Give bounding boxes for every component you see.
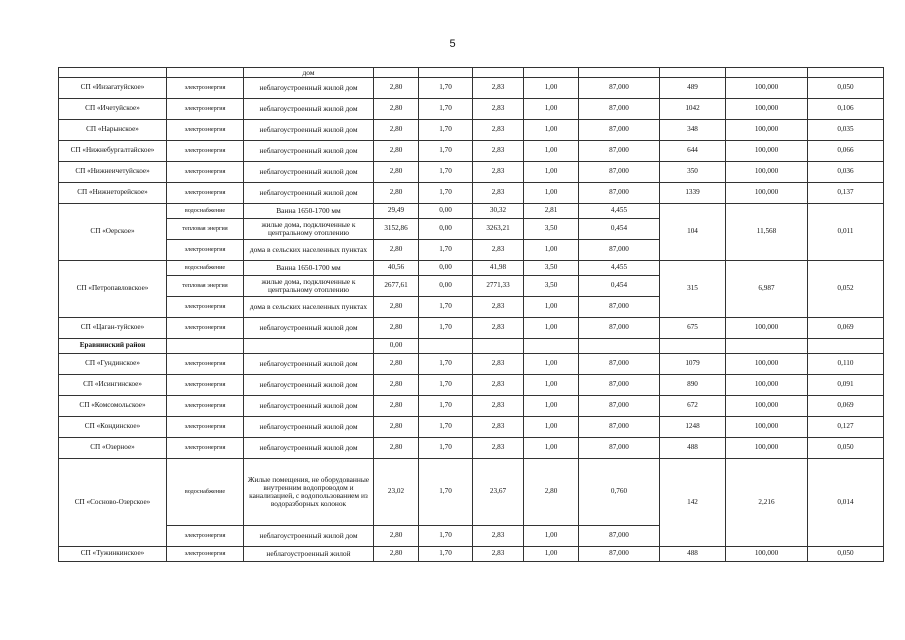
table-cell: 87,000 [579, 99, 660, 120]
table-cell: 1,70 [419, 78, 473, 99]
settlement-name: СП «Тужинкинское» [59, 547, 167, 562]
table-cell: 87,000 [579, 240, 660, 261]
settlement-name: СП «Нижнеторейское» [59, 183, 167, 204]
table-cell: 2,80 [374, 162, 419, 183]
consumption-category: Ванна 1650-1700 мм [244, 204, 374, 219]
table-cell: 2,80 [374, 354, 419, 375]
table-cell: 2,83 [473, 417, 524, 438]
table-cell: 315 [660, 261, 726, 318]
table-cell: 1,70 [419, 318, 473, 339]
table-cell: 3263,21 [473, 219, 524, 240]
resource-type: электроэнергия [167, 297, 244, 318]
table-cell: 0,066 [808, 141, 884, 162]
consumption-category: неблагоустроенный жилой дом [244, 396, 374, 417]
table-cell: 2,80 [374, 438, 419, 459]
resource-type: электроэнергия [167, 141, 244, 162]
resource-type: электроэнергия [167, 99, 244, 120]
table-cell: 1,00 [524, 120, 579, 141]
table-row [59, 318, 884, 339]
table-cell: 2,83 [473, 526, 524, 547]
table-cell: 890 [660, 375, 726, 396]
table-cell: 87,000 [579, 318, 660, 339]
table-cell: 0,050 [808, 438, 884, 459]
table-cell: 23,67 [473, 459, 524, 526]
table-cell: 0,00 [419, 219, 473, 240]
table-cell: 2,80 [374, 141, 419, 162]
table-cell: 3152,86 [374, 219, 419, 240]
table-cell: 100,000 [726, 318, 808, 339]
table-cell: 2,80 [374, 297, 419, 318]
settlement-name: СП «Нижнебургалтайское» [59, 141, 167, 162]
consumption-category: неблагоустроенный жилой дом [244, 141, 374, 162]
table-row [59, 68, 884, 78]
table-cell: 1,70 [419, 459, 473, 526]
table-cell: 0,00 [419, 204, 473, 219]
table-cell: 87,000 [579, 78, 660, 99]
table-cell: 2,80 [374, 375, 419, 396]
consumption-category: неблагоустроенный жилой дом [244, 354, 374, 375]
table-cell: 0,127 [808, 417, 884, 438]
table-cell: 489 [660, 78, 726, 99]
table-cell: 0,454 [579, 276, 660, 297]
table-cell: 1,70 [419, 120, 473, 141]
table-cell: 87,000 [579, 547, 660, 562]
table-cell: 100,000 [726, 99, 808, 120]
settlement-name: СП «Сосново-Озерское» [59, 459, 167, 547]
table-row [59, 204, 884, 219]
settlement-name: СП «Кондинское» [59, 417, 167, 438]
table-cell: 0,050 [808, 78, 884, 99]
resource-type: электроэнергия [167, 183, 244, 204]
table-cell: 1,00 [524, 183, 579, 204]
table-row [59, 162, 884, 183]
consumption-category: Ванна 1650-1700 мм [244, 261, 374, 276]
resource-type: водоснабжение [167, 459, 244, 526]
table-cell: 488 [660, 547, 726, 562]
settlement-name: СП «Ичетуйское» [59, 99, 167, 120]
table-cell: 1,70 [419, 162, 473, 183]
table-cell: 0,091 [808, 375, 884, 396]
table-cell: 2,80 [374, 120, 419, 141]
table-cell: 0,137 [808, 183, 884, 204]
consumption-category: неблагоустроенный жилой дом [244, 417, 374, 438]
table-cell: 2,83 [473, 318, 524, 339]
table-cell: 2,83 [473, 99, 524, 120]
table-cell: 2771,33 [473, 276, 524, 297]
settlement-name: СП «Озерное» [59, 438, 167, 459]
consumption-category: неблагоустроенный жилой дом [244, 78, 374, 99]
table-row [59, 261, 884, 276]
table-cell: 0,036 [808, 162, 884, 183]
resource-type: электроэнергия [167, 240, 244, 261]
table-cell: 1,70 [419, 438, 473, 459]
consumption-category: дома в сельских населенных пунктах [244, 297, 374, 318]
table-cell: 0,00 [374, 339, 419, 354]
table-cell: 0,069 [808, 318, 884, 339]
table-cell: 100,000 [726, 417, 808, 438]
consumption-category: неблагоустроенный жилой дом [244, 375, 374, 396]
table-cell: 1,00 [524, 396, 579, 417]
table-cell: 2,83 [473, 120, 524, 141]
table-cell: 142 [660, 459, 726, 547]
table-cell: 100,000 [726, 162, 808, 183]
table-cell: 0,00 [419, 261, 473, 276]
table-cell: 0,106 [808, 99, 884, 120]
table-cell: 87,000 [579, 438, 660, 459]
table-cell: 87,000 [579, 297, 660, 318]
table-cell: 2,80 [374, 99, 419, 120]
consumption-category: неблагоустроенный жилой дом [244, 120, 374, 141]
table-cell: 2,83 [473, 240, 524, 261]
table-cell: 1,70 [419, 417, 473, 438]
resource-type: электроэнергия [167, 526, 244, 547]
table-cell: 1339 [660, 183, 726, 204]
consumption-category: Жилые помещения, не оборудованные внутренним водопроводом и канализацией, с водопользованием из водоразборных колонок [244, 459, 374, 526]
table-cell: 1,70 [419, 99, 473, 120]
table-cell: 2,80 [374, 547, 419, 562]
table-cell: 2,80 [524, 459, 579, 526]
table-cell: 0,110 [808, 354, 884, 375]
table-cell: 41,98 [473, 261, 524, 276]
table-cell: 2,83 [473, 547, 524, 562]
table-cell: 0,011 [808, 204, 884, 261]
table-cell: 6,987 [726, 261, 808, 318]
table-cell: 23,02 [374, 459, 419, 526]
table-row [59, 417, 884, 438]
table-cell: 1,00 [524, 354, 579, 375]
resource-type: тепловая энергия [167, 219, 244, 240]
table-cell: 2,83 [473, 396, 524, 417]
table-cell: 1,00 [524, 99, 579, 120]
table-cell: 2,83 [473, 162, 524, 183]
table-cell: 2,83 [473, 297, 524, 318]
table-cell: 40,56 [374, 261, 419, 276]
table-cell: 1,00 [524, 417, 579, 438]
table-cell: 11,568 [726, 204, 808, 261]
table-cell: 4,455 [579, 204, 660, 219]
table-cell: 1,70 [419, 547, 473, 562]
consumption-category: неблагоустроенный жилой [244, 547, 374, 562]
resource-type: электроэнергия [167, 78, 244, 99]
table-cell: 2,80 [374, 78, 419, 99]
table-row [59, 78, 884, 99]
settlement-name: СП «Цаган-туйское» [59, 318, 167, 339]
table-cell: 0,00 [419, 276, 473, 297]
table-cell: 1,00 [524, 162, 579, 183]
table-cell: 87,000 [579, 375, 660, 396]
table-cell: 0,069 [808, 396, 884, 417]
table-row [59, 354, 884, 375]
table-cell: 87,000 [579, 417, 660, 438]
settlement-name: СП «Нижнеичетуйское» [59, 162, 167, 183]
consumption-category: неблагоустроенный жилой дом [244, 318, 374, 339]
table-cell: 100,000 [726, 375, 808, 396]
table-cell: 2,81 [524, 204, 579, 219]
page-number: 5 [449, 38, 456, 50]
table-cell: 2,80 [374, 240, 419, 261]
table-cell: 87,000 [579, 396, 660, 417]
table-cell: 2,83 [473, 183, 524, 204]
resource-type: тепловая энергия [167, 276, 244, 297]
table-cell: 0,454 [579, 219, 660, 240]
table-cell: 87,000 [579, 162, 660, 183]
table-cell: 1,70 [419, 375, 473, 396]
table-cell: 104 [660, 204, 726, 261]
table-cell: 350 [660, 162, 726, 183]
table-cell: 100,000 [726, 120, 808, 141]
consumption-category: неблагоустроенный жилой дом [244, 162, 374, 183]
table-cell: 3,50 [524, 261, 579, 276]
table-cell: 1,70 [419, 526, 473, 547]
table-cell: 2,83 [473, 438, 524, 459]
consumption-category: неблагоустроенный жилой дом [244, 99, 374, 120]
table-cell: 3,50 [524, 276, 579, 297]
settlement-name: СП «Петропавловское» [59, 261, 167, 318]
table-row [59, 99, 884, 120]
table-cell: 100,000 [726, 547, 808, 562]
district-row [59, 339, 884, 354]
resource-type: электроэнергия [167, 417, 244, 438]
table-cell: 675 [660, 318, 726, 339]
table-row [59, 459, 884, 526]
table-cell: 1,00 [524, 240, 579, 261]
table-row [59, 141, 884, 162]
table-cell: 1,70 [419, 354, 473, 375]
table-cell: 87,000 [579, 120, 660, 141]
table-cell: 0,052 [808, 261, 884, 318]
table-cell: 4,455 [579, 261, 660, 276]
table-cell: 100,000 [726, 78, 808, 99]
settlement-name: СП «Оерское» [59, 204, 167, 261]
table-cell: 100,000 [726, 183, 808, 204]
table-cell: 2,80 [374, 318, 419, 339]
consumption-category: дома в сельских населенных пунктах [244, 240, 374, 261]
resource-type: водоснабжение [167, 204, 244, 219]
table-cell: 100,000 [726, 354, 808, 375]
settlement-name: СП «Гундинское» [59, 354, 167, 375]
table-cell: 2,83 [473, 141, 524, 162]
table-cell: 1,00 [524, 438, 579, 459]
table-cell: 2,80 [374, 417, 419, 438]
table-row [59, 375, 884, 396]
consumption-category: дом [244, 68, 374, 78]
consumption-category: неблагоустроенный жилой дом [244, 183, 374, 204]
table-cell: 0,014 [808, 459, 884, 547]
table-cell: 1042 [660, 99, 726, 120]
table-cell: 1079 [660, 354, 726, 375]
table-cell: 1,00 [524, 547, 579, 562]
table-row [59, 396, 884, 417]
table-cell: 100,000 [726, 438, 808, 459]
settlement-name: СП «Комсомольское» [59, 396, 167, 417]
table-cell: 2,83 [473, 375, 524, 396]
table-cell: 488 [660, 438, 726, 459]
consumption-category: жилые дома, подключенные к центральному отоплению [244, 219, 374, 240]
settlement-name: СП «Исингинское» [59, 375, 167, 396]
table-cell: 1248 [660, 417, 726, 438]
table-cell: 2,80 [374, 396, 419, 417]
resource-type: водоснабжение [167, 261, 244, 276]
table-cell: 0,760 [579, 459, 660, 526]
table-cell: 87,000 [579, 526, 660, 547]
table-cell: 1,70 [419, 396, 473, 417]
table-cell: 2,80 [374, 526, 419, 547]
table-cell: 1,00 [524, 141, 579, 162]
table-row [59, 183, 884, 204]
table-cell: 2677,61 [374, 276, 419, 297]
resource-type: электроэнергия [167, 375, 244, 396]
table-cell: 0,035 [808, 120, 884, 141]
table-cell: 2,80 [374, 183, 419, 204]
table-cell: 1,00 [524, 375, 579, 396]
table-cell: 1,00 [524, 526, 579, 547]
resource-type: электроэнергия [167, 318, 244, 339]
resource-type: электроэнергия [167, 438, 244, 459]
table-cell: 2,83 [473, 354, 524, 375]
consumption-category: неблагоустроенный жилой дом [244, 526, 374, 547]
table-cell: 672 [660, 396, 726, 417]
table-cell: 2,83 [473, 78, 524, 99]
table-cell: 1,70 [419, 240, 473, 261]
consumption-category: жилые дома, подключенные к центральному отоплению [244, 276, 374, 297]
table-cell: 0,050 [808, 547, 884, 562]
table-cell: 1,70 [419, 297, 473, 318]
resource-type: электроэнергия [167, 120, 244, 141]
table-cell: 1,70 [419, 183, 473, 204]
table-cell: 644 [660, 141, 726, 162]
table-cell: 87,000 [579, 354, 660, 375]
consumption-category: неблагоустроенный жилой дом [244, 438, 374, 459]
table-cell: 87,000 [579, 141, 660, 162]
table-cell: 1,00 [524, 318, 579, 339]
resource-type: электроэнергия [167, 396, 244, 417]
table-row [59, 120, 884, 141]
resource-type: электроэнергия [167, 162, 244, 183]
table-cell: 2,216 [726, 459, 808, 547]
table-cell: 87,000 [579, 183, 660, 204]
table-cell: 100,000 [726, 396, 808, 417]
table-cell: 1,00 [524, 297, 579, 318]
district-name: Еравнинский район [59, 339, 167, 354]
resource-type: электроэнергия [167, 354, 244, 375]
table-cell: 3,50 [524, 219, 579, 240]
tariff-table [58, 67, 884, 562]
resource-type: электроэнергия [167, 547, 244, 562]
settlement-name: СП «Инзагатуйское» [59, 78, 167, 99]
table-cell: 348 [660, 120, 726, 141]
table-cell: 29,49 [374, 204, 419, 219]
table-cell: 30,32 [473, 204, 524, 219]
table-row [59, 547, 884, 562]
table-row [59, 438, 884, 459]
table-cell: 100,000 [726, 141, 808, 162]
table-cell: 1,70 [419, 141, 473, 162]
table-cell: 1,00 [524, 78, 579, 99]
settlement-name: СП «Нарынское» [59, 120, 167, 141]
